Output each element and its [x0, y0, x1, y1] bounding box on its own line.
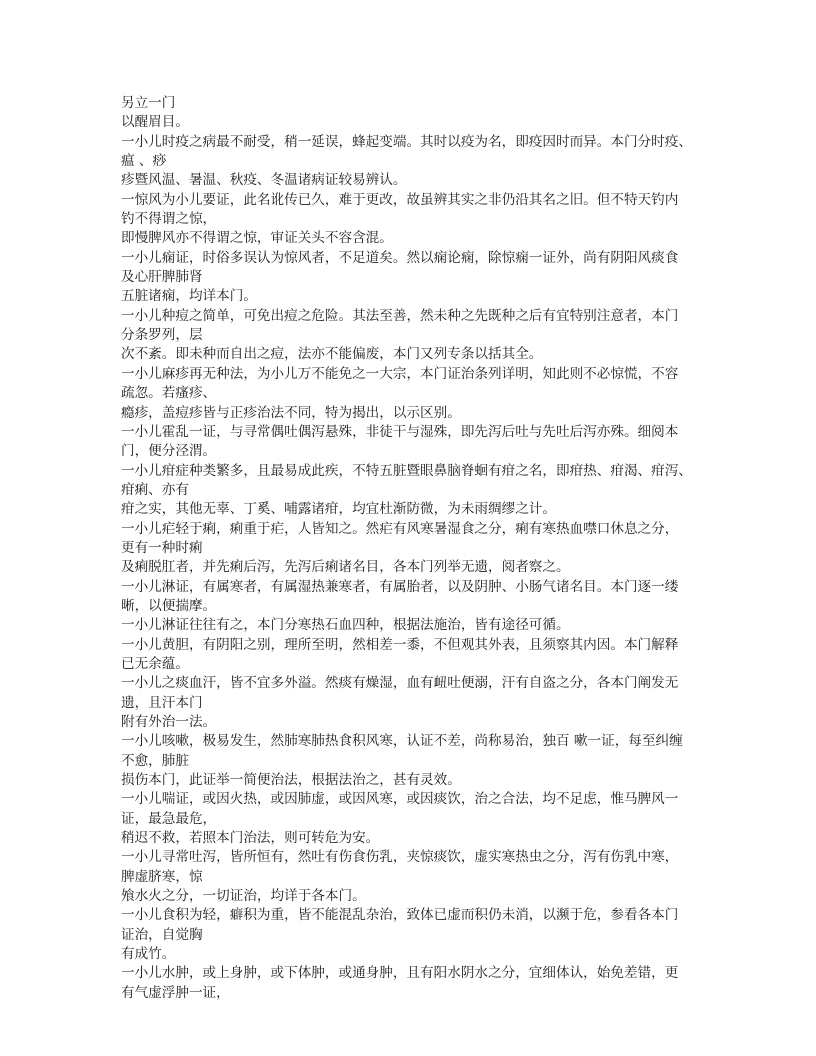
text-line: 一小儿之痰血汗，皆不宜多外溢。然痰有燥湿，血有衄吐便溺，汗有自盗之分，各本门阐发无 — [121, 675, 679, 692]
text-line: 疳痢、亦有 — [121, 481, 189, 498]
text-line: 一小儿疳症种类繁多，且最易成此疾，不特五脏暨眼鼻脑脊蛔有疳之名，即疳热、疳渴、疳泻、 — [121, 462, 692, 479]
text-line: 有成竹。 — [121, 946, 176, 963]
text-line: 不愈，肺脏 — [121, 752, 189, 769]
text-line: 以醒眉目。 — [121, 114, 189, 131]
document-text-body — [121, 94, 697, 1003]
text-line: 钓不得谓之惊， — [121, 211, 217, 228]
text-line: 一小儿痫证，时俗多误认为惊风者，不足道矣。然以痫论痫，除惊痫一证外，尚有阴阳风痰食 — [121, 249, 679, 266]
text-line: 另立一门 — [121, 95, 176, 111]
text-line: 一小儿喘证，或因火热，或因肺虚，或因风寒，或因痰饮，治之合法，均不足虑，惟马脾风一 — [121, 791, 679, 808]
text-line: 一小儿种痘之简单，可免出痘之危险。其法至善，然未种之先既种之后有宜特别注意者，本门 — [121, 307, 679, 324]
text-line: 一小儿时疫之病最不耐受，稍一延误，蜂起变端。其时以疫为名，即疫因时而异。本门分时疫、 — [121, 133, 692, 150]
text-line: 一小儿食积为轻，癖积为重，皆不能混乱杂治，致体已虚而积仍未消，以濒于危，参看各本门 — [121, 907, 679, 924]
text-line: 一小儿水肿，或上身肿，或下体肿，或通身肿，且有阳水阴水之分，宜细体认，始免差错，更 — [121, 965, 679, 982]
text-line: 瘟 、痧 — [121, 153, 167, 170]
text-line: 有气虚浮肿一证， — [121, 984, 230, 1001]
text-line: 及痢脱肛者，并先痢后泻，先泻后痢诸名目，各本门列举无遗，阅者察之。 — [121, 559, 570, 576]
text-line: 一小儿麻疹再无种法，为小儿万不能免之一大宗，本门证治条列详明，知此则不必惊慌，不容 — [121, 365, 679, 382]
text-line: 附有外治一法。 — [121, 714, 217, 730]
text-line: 一小儿黄胆，有阴阳之别，理所至明，然相差一黍，不但观其外表，且须察其内因。本门解释 — [121, 636, 679, 653]
text-line: 疳之实，其他无辜、丁奚、哺露诸疳，均宜杜渐防微，为未雨绸缪之计。 — [121, 501, 556, 518]
text-line: 即慢脾风亦不得谓之惊，审证关头不容含混。 — [121, 230, 393, 247]
text-line: 脾虚脐寒，惊 — [121, 868, 203, 885]
text-line: 损伤本门，此证举一简便治法，根据法治之，甚有灵效。 — [121, 772, 461, 789]
text-line: 一小儿寻常吐泻，皆所恒有，然吐有伤食伤乳，夹惊痰饮，虚实寒热虫之分，泻有伤乳中寒， — [121, 849, 679, 866]
text-line: 飧水火之分，一切证治，均详于各本门。 — [121, 888, 366, 905]
text-line: 一小儿咳嗽，极易发生，然肺寒肺热食积风寒，认证不差，尚称易治，独百 嗽一证，每至纠缠 — [121, 733, 683, 750]
text-line: 稍迟不救，若照本门治法，则可转危为安。 — [121, 830, 380, 847]
text-line: 一小儿疟轻于痢，痢重于疟，人皆知之。然疟有风寒暑湿食之分，痢有寒热血噤口休息之分， — [121, 520, 679, 537]
text-line: 晰，以便揣摩。 — [121, 597, 217, 614]
text-line: 已无余蕴。 — [121, 655, 189, 672]
text-line: 门，便分泾渭。 — [121, 443, 217, 460]
text-line: 次不紊。即未种而自出之痘，法亦不能偏废，本门又列专条以括其全。 — [121, 346, 543, 363]
text-line: 一小儿淋证，有属寒者，有属湿热兼寒者，有属胎者，以及阴肿、小肠气诸名目。本门逐一缕 — [121, 578, 679, 595]
text-line: 遗，且汗本门 — [121, 694, 203, 711]
text-line: 及心肝脾肺肾 — [121, 269, 203, 286]
text-line: 更有一种时痢 — [121, 539, 203, 556]
text-line: 一小儿霍乱一证，与寻常偶吐偶泻悬殊，非徒干与湿殊，即先泻后吐与先吐后泻亦殊。细阅本 — [121, 423, 679, 440]
text-line: 证治，自觉胸 — [121, 926, 203, 943]
text-line: 五脏诸痫，均详本门。 — [121, 288, 257, 305]
text-line: 一惊风为小儿要证，此名讹传已久，难于更改，故虽辨其实之非仍沿其名之旧。但不特天钓内 — [121, 191, 679, 208]
text-line: 一小儿淋证往往有之，本门分寒热石血四种，根据法施治，皆有途径可循。 — [121, 617, 570, 634]
text-line: 分条罗列，层 — [121, 327, 203, 344]
text-line: 疹暨风温、暑温、秋疫、冬温诸病证较易辨认。 — [121, 172, 407, 189]
text-line: 瘾疹，盖痘疹皆与正疹治法不同，特为揭出，以示区别。 — [121, 404, 461, 421]
text-line: 疏忽。若瘙疹、 — [121, 385, 217, 402]
text-line: 证，最急最危， — [121, 810, 217, 827]
